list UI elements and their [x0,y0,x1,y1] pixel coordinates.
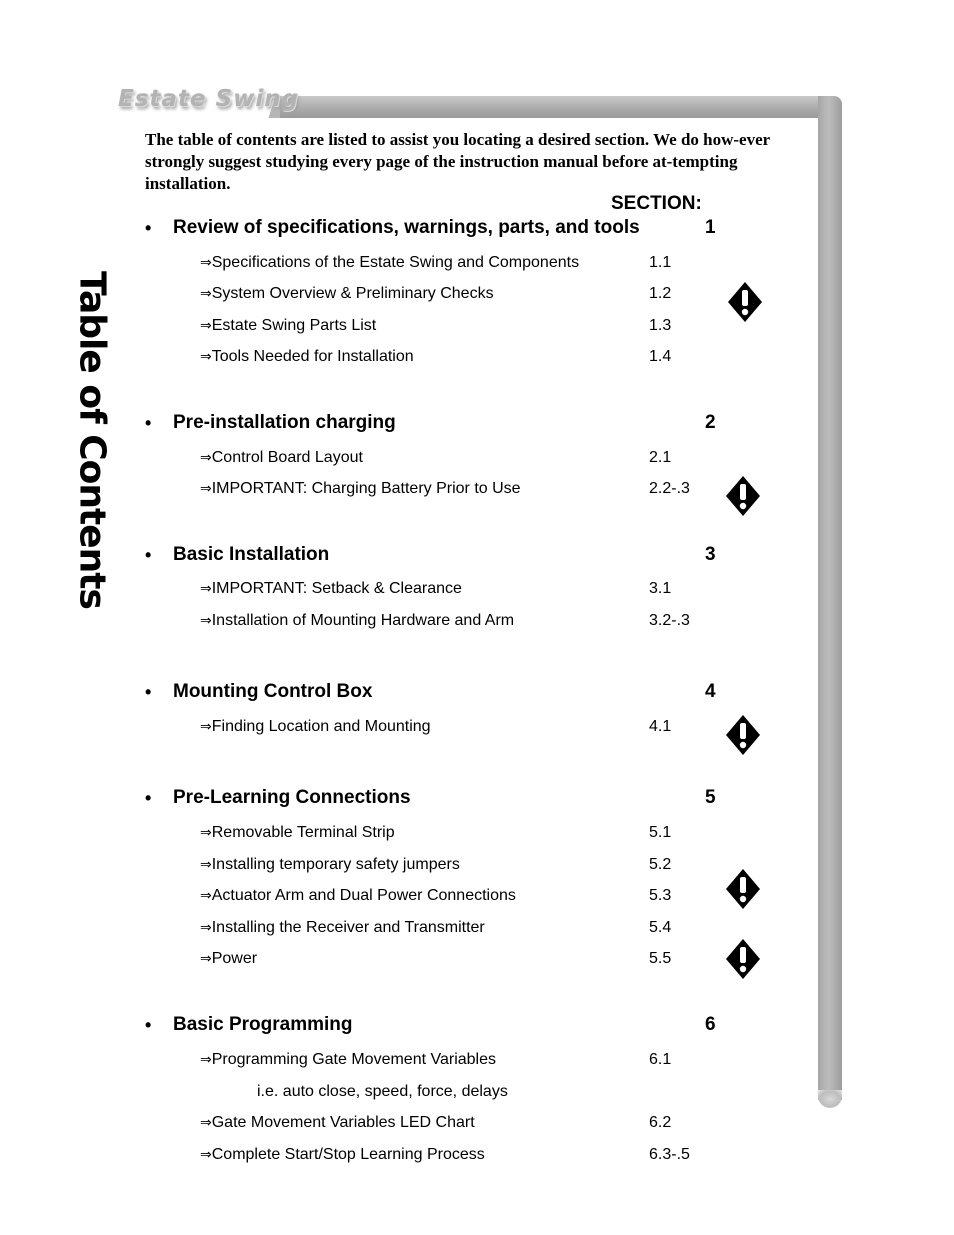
page-title: Table of Contents [71,271,113,609]
arrow-icon: ⇒ [200,255,212,271]
toc-item [200,887,516,905]
toc-item-number: 1.3 [649,317,672,334]
header-bar [280,96,840,118]
section-number: 4 [705,681,716,702]
toc-item-label: Programming Gate Movement Variables [211,1051,496,1068]
toc-item-label: Removable Terminal Strip [211,824,395,841]
toc-item [200,1051,496,1069]
arrow-icon: ⇒ [200,857,212,873]
toc-item [200,254,579,272]
exclamation-diamond-icon [727,281,763,323]
toc-item-number: 1.2 [649,285,672,302]
toc-item-label: Power [211,950,258,967]
toc-item-number: 5.5 [649,950,672,967]
arrow-icon: ⇒ [200,318,212,334]
arrow-icon: ⇒ [200,1052,212,1068]
arrow-icon: ⇒ [200,825,212,841]
arrow-icon: ⇒ [200,888,212,904]
section-title: Review of specifications, warnings, parts, and tools [173,217,640,238]
toc-item-number: 2.2-.3 [649,480,690,497]
toc-item-number: 5.3 [649,887,672,904]
toc-item-number: 3.2-.3 [649,612,690,629]
toc-item [200,580,462,598]
side-bar-foot [818,1090,842,1108]
toc-item [200,1146,485,1164]
toc-item [200,856,460,874]
toc-item-label: Finding Location and Mounting [211,718,431,735]
arrow-icon: ⇒ [200,1115,212,1131]
section-title: Basic Programming [173,1014,353,1035]
toc-item-label: Tools Needed for Installation [211,348,414,365]
toc-item-number: 4.1 [649,718,672,735]
toc-item-number: 5.4 [649,919,672,936]
toc-item-label: System Overview & Preliminary Checks [211,285,494,302]
section-title: Pre-Learning Connections [173,787,411,808]
bullet: • [145,545,152,565]
toc-item [200,449,363,467]
bullet: • [145,788,152,808]
arrow-icon: ⇒ [200,349,212,365]
bullet: • [145,413,152,433]
exclamation-diamond-icon [725,938,761,980]
side-bar [818,96,842,1100]
toc-item-label: Control Board Layout [211,449,363,466]
toc-item [200,950,257,968]
section-column-header: SECTION: [611,193,702,214]
toc-item-number: 5.2 [649,856,672,873]
toc-item-number: 2.1 [649,449,672,466]
section-number: 5 [705,787,716,808]
arrow-icon: ⇒ [200,613,212,629]
section-title: Pre-installation charging [173,412,396,433]
arrow-icon: ⇒ [200,920,212,936]
toc-item-number: 1.4 [649,348,672,365]
toc-item-label: Installation of Mounting Hardware and Arm [211,612,515,629]
toc-item [200,718,431,736]
toc-item-note: i.e. auto close, speed, force, delays [257,1083,508,1100]
section-number: 6 [705,1014,716,1035]
toc-item [200,824,395,842]
bullet: • [145,682,152,702]
toc-item-number: 1.1 [649,254,672,271]
toc-item-label: Estate Swing Parts List [211,317,377,334]
section-title: Basic Installation [173,544,330,565]
toc-item [200,919,485,937]
arrow-icon: ⇒ [200,481,212,497]
arrow-icon: ⇒ [200,951,212,967]
toc-item-label: Complete Start/Stop Learning Process [211,1146,485,1163]
toc-item-label: IMPORTANT: Charging Battery Prior to Use [211,480,521,497]
brand-logo: Estate Swing [118,86,300,112]
intro-paragraph: The table of contents are listed to assist you locating a desired section. We do how-ever strongly suggest studying every page of the instruction manual before at-tempting installation. [145,130,770,193]
toc-item-label: Gate Movement Variables LED Chart [211,1114,475,1131]
arrow-icon: ⇒ [200,1147,212,1163]
arrow-icon: ⇒ [200,450,212,466]
arrow-icon: ⇒ [200,719,212,735]
bullet: • [145,1015,152,1035]
toc-item-label: Specifications of the Estate Swing and Components [211,254,580,271]
toc-item-label: IMPORTANT: Setback & Clearance [211,580,462,597]
arrow-icon: ⇒ [200,286,212,302]
exclamation-diamond-icon [725,868,761,910]
toc-item-label: Actuator Arm and Dual Power Connections [211,887,516,904]
toc-item-number: 3.1 [649,580,672,597]
toc-item-number: 6.3-.5 [649,1146,690,1163]
arrow-icon: ⇒ [200,581,212,597]
toc-item-label: Installing the Receiver and Transmitter [211,919,485,936]
section-number: 1 [705,217,716,238]
section-title: Mounting Control Box [173,681,373,702]
exclamation-diamond-icon [725,714,761,756]
toc-item [200,1114,475,1132]
toc-item-number: 6.2 [649,1114,672,1131]
toc-item [200,612,514,630]
exclamation-diamond-icon [725,475,761,517]
toc-item [200,348,414,366]
toc-item-number: 6.1 [649,1051,672,1068]
toc-item-label: Installing temporary safety jumpers [211,856,460,873]
toc-item [200,317,376,335]
toc-item [200,480,521,498]
section-number: 3 [705,544,716,565]
toc-item-number: 5.1 [649,824,672,841]
section-number: 2 [705,412,716,433]
bullet: • [145,218,152,238]
toc-item [200,285,494,303]
